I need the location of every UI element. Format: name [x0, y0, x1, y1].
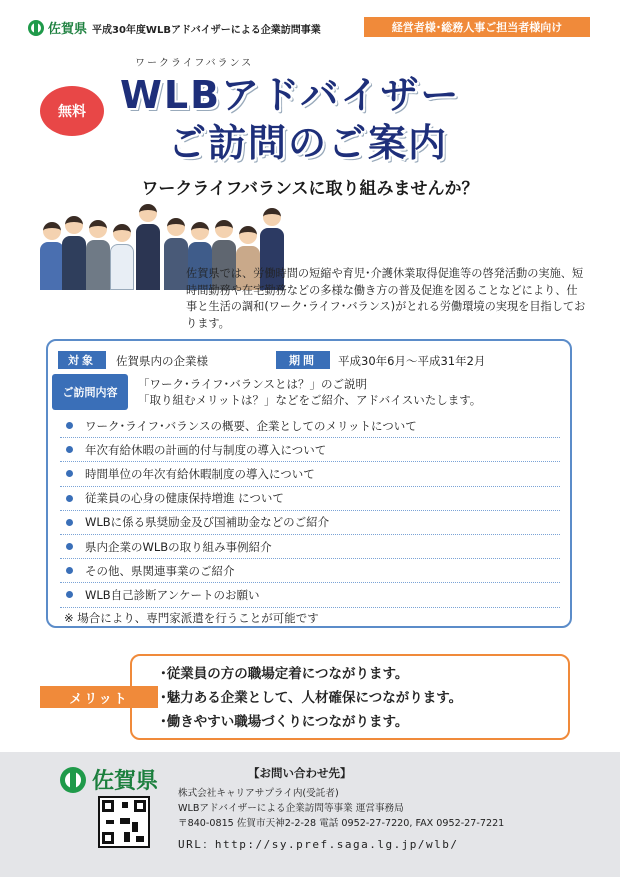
bullet-icon — [66, 591, 73, 598]
contact-heading: 【お問い合わせ先】 — [248, 766, 352, 780]
bullet-icon — [66, 519, 73, 526]
visit-content-line: 「ワーク･ライフ･バランスとは？」のご説明 — [138, 377, 367, 391]
merit-list — [160, 662, 462, 734]
visit-content-line: 「取り組むメリットは？」などをご紹介、アドバイスいたします。 — [138, 393, 482, 407]
merit-item: ･働きやすい職場づくりにつながります。 — [160, 714, 409, 730]
person-figure — [62, 216, 86, 290]
bullet-icon — [66, 567, 73, 574]
period-label: 期間 — [276, 351, 330, 369]
page-title-line2: ご訪問のご案内 — [168, 121, 449, 165]
intro-paragraph: 佐賀県では、労働時間の短縮や育児･介護休業取得促進等の啓発活動の実施、短時間勤務や在宅勤務などの多様な働き方の普及促進を図ることなどにより、仕事と生活の調和(ワーク･ライフ･バランス)がとれる労働環境の実現を目指しております。 — [186, 267, 586, 330]
period-value: 平成30年6月～平成31年2月 — [338, 354, 486, 368]
merit-label: メリット — [40, 686, 158, 708]
saga-emblem-icon — [60, 767, 86, 793]
audience-banner: 経営者様･総務人事ご担当者様向け — [364, 17, 590, 37]
contact-company: 株式会社キャリアサプライ内(受託者) — [178, 788, 339, 799]
merit-item: ･魅力ある企業として、人材確保につながります。 — [160, 690, 463, 706]
program-name: 平成30年度WLBアドバイザーによる企業訪問事業 — [92, 25, 321, 36]
bullet-icon — [66, 446, 73, 453]
contact-address: 〒840-0815 佐賀市天神2-2-28 電話 0952-27-7220, FAX 0952-27-7221 — [178, 818, 505, 829]
bullet-icon — [66, 470, 73, 477]
visit-topic-list — [60, 414, 560, 608]
visit-content-description — [138, 376, 481, 408]
page-title-line1: WLBアドバイザー — [120, 73, 461, 117]
saga-logo-text: 佐賀県 — [48, 22, 88, 37]
contact-url-link[interactable]: URL：http://sy.pref.saga.lg.jp/wlb/ — [178, 838, 459, 851]
bullet-icon — [66, 495, 73, 502]
free-badge: 無料 — [40, 86, 104, 136]
footer-saga-logo — [60, 764, 158, 795]
list-item: その他、県関連事業のご紹介 — [60, 559, 560, 583]
saga-emblem-icon — [28, 20, 44, 36]
list-item: 県内企業のWLBの取り組み事例紹介 — [60, 535, 560, 559]
person-figure — [40, 222, 64, 290]
contact-office: WLBアドバイザーによる企業訪問等事業 運営事務局 — [178, 803, 404, 814]
target-value: 佐賀県内の企業様 — [116, 354, 208, 368]
expert-dispatch-note: ※ 場合により、専門家派遣を行うことが可能です — [64, 611, 319, 625]
page-subtitle: ワークライフバランスに取り組みませんか？ — [141, 179, 479, 199]
list-item: WLBに係る県奨励金及び国補助金などのご紹介 — [60, 511, 560, 535]
saga-logo — [28, 18, 87, 37]
target-label: 対象 — [58, 351, 106, 369]
list-item: 時間単位の年次有給休暇制度の導入について — [60, 462, 560, 486]
list-item: 従業員の心身の健康保持増進 について — [60, 487, 560, 511]
merit-item: ･従業員の方の職場定着につながります。 — [160, 666, 409, 682]
person-figure — [136, 204, 160, 290]
qr-code-icon[interactable] — [98, 796, 150, 848]
visit-content-label: ご訪問内容 — [52, 374, 128, 410]
list-item: WLB自己診断アンケートのお願い — [60, 583, 560, 607]
list-item: ワーク･ライフ･バランスの概要、企業としてのメリットについて — [60, 414, 560, 438]
person-figure — [164, 218, 188, 290]
bullet-icon — [66, 543, 73, 550]
list-item: 年次有給休暇の計画的付与制度の導入について — [60, 438, 560, 462]
title-ruby: ワークライフバランス — [135, 58, 254, 69]
person-figure — [110, 224, 134, 290]
person-figure — [86, 220, 110, 290]
bullet-icon — [66, 422, 73, 429]
footer-logo-text: 佐賀県 — [92, 769, 159, 794]
